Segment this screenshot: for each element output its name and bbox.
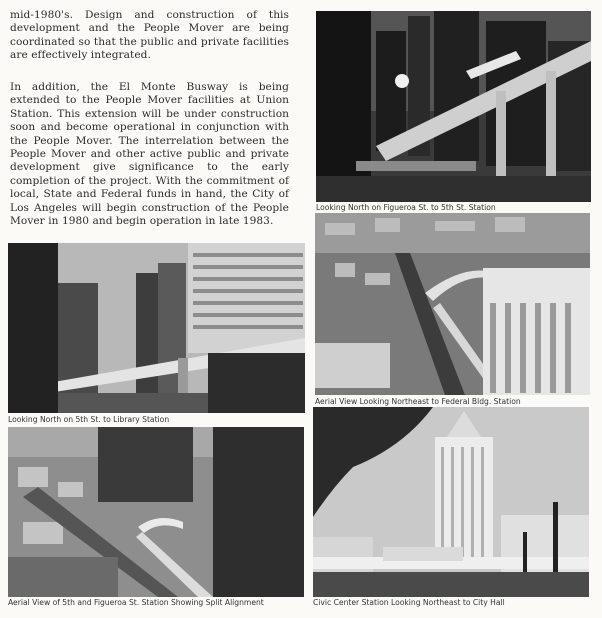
- photo-aerial-5th-figueroa-split: [8, 427, 304, 597]
- photo-caption-1: Looking North on Figueroa St. to 5th St. Station: [316, 203, 496, 212]
- photo-caption-4: Aerial View of 5th and Figueroa St. Station Showing Split Alignment: [8, 598, 264, 607]
- photo-caption-2: Looking North on 5th St. to Library Station: [8, 415, 170, 424]
- photo-5th-library-station: [8, 243, 305, 413]
- photo-figueroa-5th-station: [316, 11, 591, 202]
- photo-civic-center-city-hall: [313, 407, 589, 597]
- photo-caption-3: Aerial View Looking Northeast to Federal Bldg. Station: [315, 397, 521, 406]
- body-paragraph-2: In addition, the El Monte Busway is being extended to the People Mover facilities at Union Station. This extension will be under construction soon and become operational in conjunction with the People Mover. The interrelation between the People Mover and other active public and private development give significance to the early completion of the project. With the commitment of local, State and Federal funds in hand, the City of Los Angeles will begin construction of the People Mover in 1980 and begin operation in late 1983.: [10, 81, 289, 228]
- photo-caption-5: Civic Center Station Looking Northeast to City Hall: [313, 598, 505, 607]
- body-paragraph-1: mid-1980's. Design and construction of this development and the People Mover are being coordinated so that the public and private facilities are effectively integrated.: [10, 9, 289, 62]
- photo-aerial-federal-bldg-station: [315, 213, 590, 395]
